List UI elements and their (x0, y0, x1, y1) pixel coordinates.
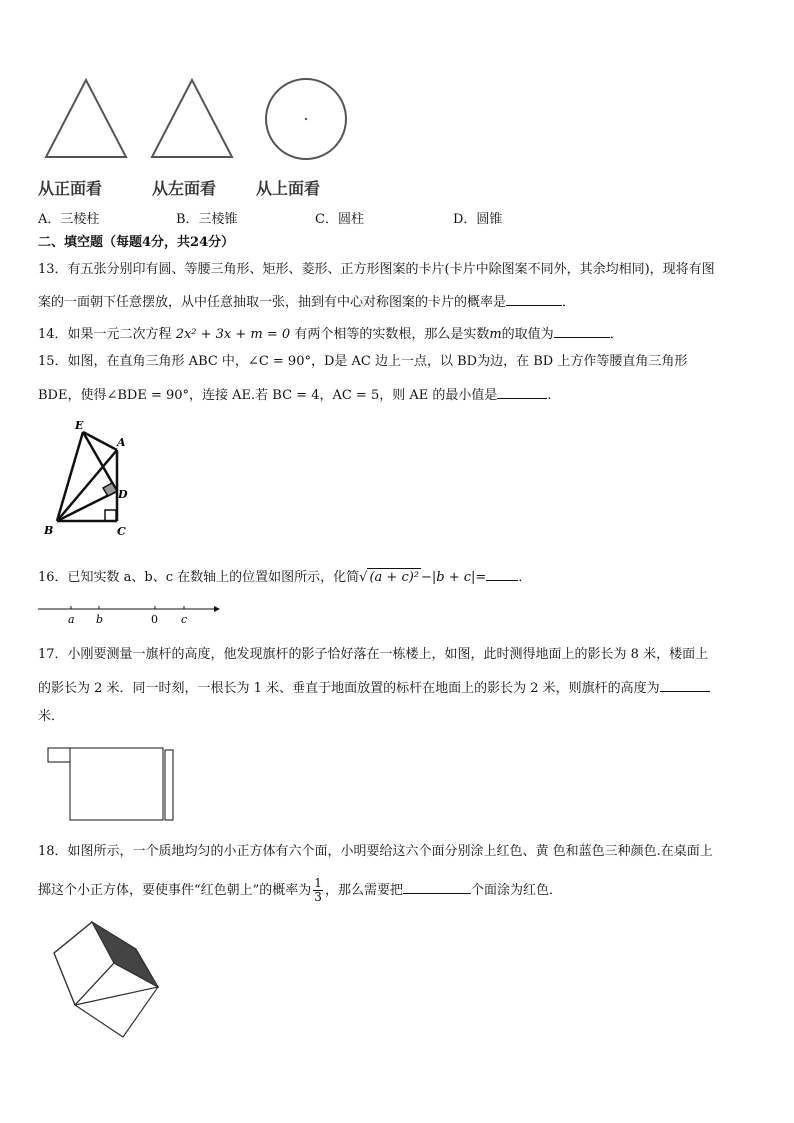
q17-line1: 17．小刚要测量一旗杆的高度，他发现旗杆的影子恰好落在一栋楼上，如图，此时测得地面上的影长为 8 米，楼面上 (38, 647, 709, 662)
option-c: C．圆柱 (315, 212, 364, 227)
flagpole-figure (44, 744, 180, 824)
q16-radicand: (a + c)² (369, 570, 420, 585)
pole (165, 750, 173, 820)
q14-line (38, 323, 623, 344)
q14-answer-blank (554, 323, 610, 338)
section-title: 二、填空题（每题4分，共24分） (38, 235, 235, 250)
q17-line3: 米． (38, 709, 65, 724)
q18-line2 (38, 874, 562, 908)
q16-end: ． (518, 570, 532, 585)
q13-answer-blank (506, 291, 562, 306)
q18-text-b: ，那么需要把 (324, 883, 403, 898)
q14-suffix: 的取值为 (501, 327, 554, 342)
q18-frac-den: 3 (314, 890, 322, 904)
q18-line1: 18．如图所示，一个质地均匀的小正方体有六个面，小明要给这六个面分别涂上红色、黄 色和蓝色三种颜色.在桌面上 (38, 844, 713, 859)
axis-label-a: a (68, 613, 75, 626)
q18-answer-blank (403, 879, 471, 894)
q14-end: ． (609, 327, 623, 342)
q16-prefix: 16．已知实数 a、b、c 在数轴上的位置如图所示，化简 (38, 570, 360, 585)
q18-frac-num: 1 (314, 876, 322, 890)
q14-prefix: 14．如果一元二次方程 (38, 327, 172, 342)
option-d: D．圆锥 (453, 212, 503, 227)
top-view-label: 从上面看 (256, 179, 321, 198)
left-view-label: 从左面看 (152, 179, 217, 198)
q15-text: BDE，使得∠BDE = 90°，连接 AE.若 BC = 4，AC = 5，则 AE 的最小值是 (38, 388, 498, 403)
q15-answer-blank (497, 384, 547, 399)
label-e: E (75, 419, 84, 432)
label-a: A (117, 436, 126, 449)
q16-line (38, 566, 531, 587)
three-views-figure (0, 70, 360, 170)
q15-triangle-figure (36, 412, 136, 542)
cube-figure (48, 914, 164, 1042)
q13-text: 案的一面朝下任意摆放，从中任意抽取一张，抽到有中心对称图案的卡片的概率是 (38, 295, 507, 310)
axis-label-0: 0 (151, 613, 158, 626)
right-angle-mark-c (105, 510, 116, 521)
q18-text-c: 个面涂为红色． (470, 883, 562, 898)
number-line (36, 600, 221, 628)
building (70, 748, 163, 820)
flag (48, 748, 70, 762)
sqrt-sign: √ (359, 570, 368, 585)
left-view-triangle (152, 80, 232, 157)
q13-line1: 13．有五张分别印有圆、等腰三角形、矩形、菱形、正方形图案的卡片(卡片中除图案不同外，其余均相同)，现将有图 (38, 262, 715, 277)
q17-line2 (38, 677, 710, 698)
label-d: D (118, 488, 128, 501)
q17-text: 的影长为 2 米．同一时刻，一根长为 1 米、垂直于地面放置的标杆在地面上的影长为 2 米，则旗杆的高度为 (38, 681, 660, 696)
q14-var: m (489, 327, 502, 342)
option-a: A．三棱柱 (38, 212, 100, 227)
q15-line1: 15．如图，在直角三角形 ABC 中，∠C = 90°，D是 AC 边上一点，以 BD为边，在 BD 上方作等腰直角三角形 (38, 354, 688, 369)
front-view-triangle (46, 80, 126, 157)
axis-label-c: c (181, 613, 188, 626)
axis-label-b: b (96, 613, 104, 626)
cube-shaded-face (92, 922, 158, 987)
q18-fraction (313, 877, 323, 904)
label-c: C (117, 525, 126, 538)
q15-line2 (38, 384, 552, 405)
q16-mid: −|b + c|= (421, 570, 487, 585)
front-view-label: 从正面看 (38, 179, 103, 198)
option-b: B．三棱锥 (176, 212, 238, 227)
top-view-center-dot (305, 118, 307, 120)
q14-equation: 2x² + 3x + m = 0 (175, 327, 291, 342)
q13-line2 (38, 291, 575, 312)
q15-end: . (547, 388, 552, 403)
label-b: B (44, 524, 54, 537)
q16-answer-blank (486, 566, 518, 581)
q18-text-a: 掷这个小正方体，要使事件“红色朝上”的概率为 (38, 883, 312, 898)
q17-answer-blank (660, 677, 710, 692)
q13-end: ． (562, 295, 576, 310)
q14-mid: 有两个相等的实数根，那么是实数 (294, 327, 490, 342)
